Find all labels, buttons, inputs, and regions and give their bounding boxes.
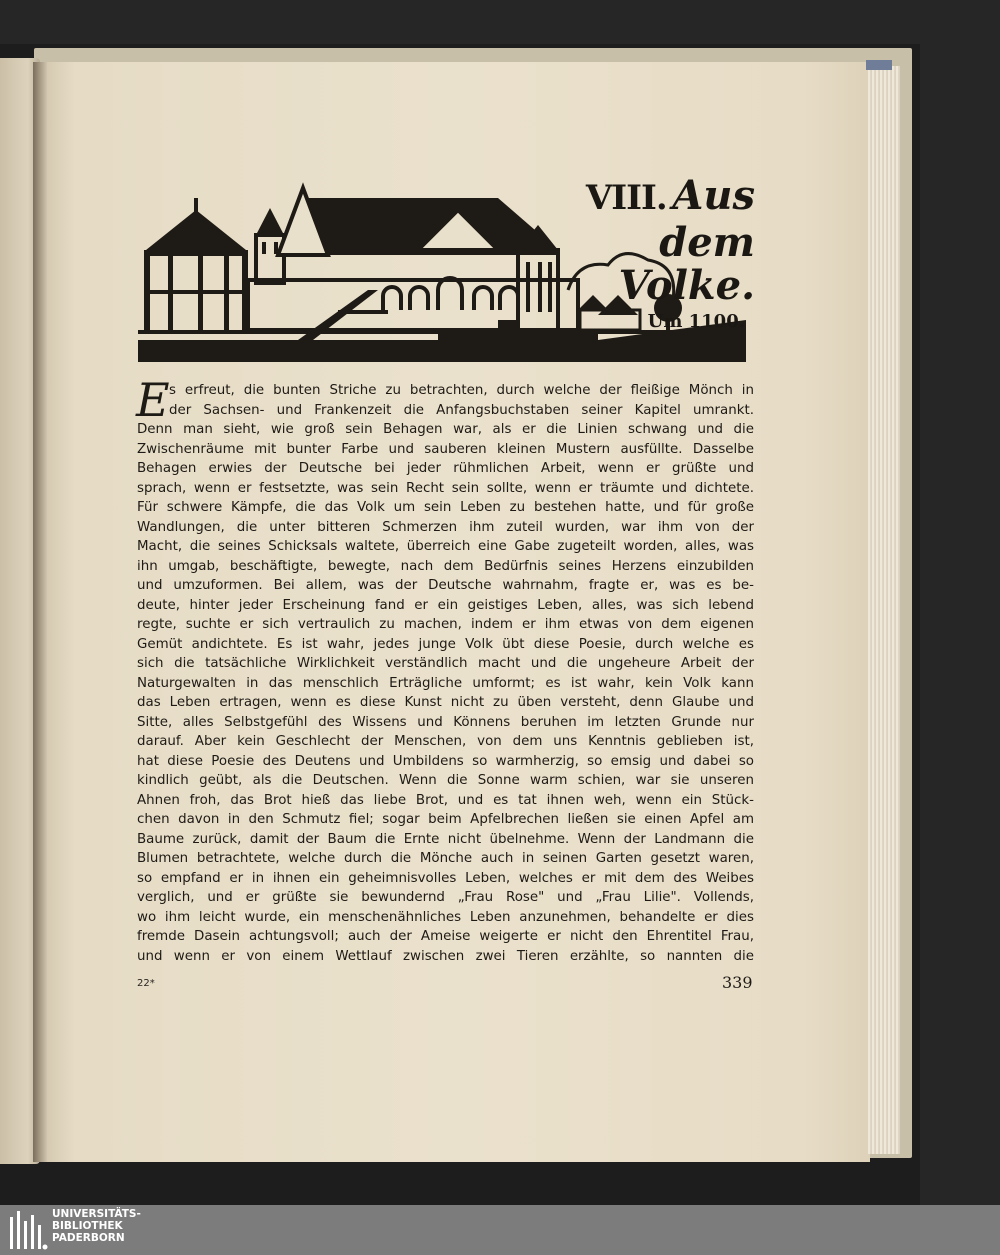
text-line: kindlich geübt, als die Deutschen. Wenn die Sonne warm schien, war sie unseren <box>137 773 754 788</box>
text-line: Zwischenräume mit bunter Farbe und sauberen kleinen Mustern ausfüllte. Dasselbe <box>137 441 754 457</box>
text-line: ihn umgab, beschäftigte, bewegte, nach dem Bedürfnis seines Herzens einzubilden <box>137 558 754 574</box>
text-line: s erfreut, die bunten Striche zu betrachten, durch welche der fleißige Mönch in <box>169 383 754 398</box>
text-line: Gemüt andichtete. Es ist wahr, jedes junge Volk übt diese Poesie, durch welche es <box>137 636 754 652</box>
library-name <box>52 1208 141 1244</box>
text-line: das Leben ertragen, wenn es diese Kunst nicht zu üben versteht, denn Glaube und <box>137 695 754 710</box>
text-line: Denn man sieht, wie groß sein Behagen war, als er die Linien schwang und die <box>137 422 754 437</box>
text-line: sprach, wenn er festsetzte, was sein Recht sein sollte, wenn er träumte und dichtete. <box>137 480 754 496</box>
text-line: Naturgewalten in das menschlich Erträgliche umformt; es ist wahr, kein Volk kann <box>137 675 754 691</box>
text-line: der Sachsen- und Frankenzeit die Anfangsbuchstaben seiner Kapitel umrankt. <box>169 402 754 418</box>
library-footer-bar <box>0 1205 1000 1255</box>
drop-cap: E <box>136 373 170 427</box>
text-line: Für schwere Kämpfe, die das Volk um sein Leben zu bestehen hatte, und für große <box>137 500 754 515</box>
body-text <box>137 381 754 966</box>
text-line: darauf. Aber kein Geschlecht der Menschen, von dem uns Kenntnis geblieben ist, <box>137 734 754 749</box>
library-name-line1: UNIVERSITÄTS- <box>52 1208 141 1220</box>
text-line: verglich, und er grüßte sie bewundernd „Frau Rose" und „Frau Lilie". Vollends, <box>137 890 754 905</box>
text-line: Macht, die seines Schicksals waltete, überreich eine Gabe zugeteilt worden, alles, was <box>137 539 754 554</box>
library-name-line2: BIBLIOTHEK <box>52 1220 123 1232</box>
bookmark-edge <box>866 60 892 70</box>
text-line: Sitte, alles Selbstgefühl des Wissens und Könnens beruhen im letzten Grunde nur <box>137 714 754 730</box>
text-line: und wenn er von einem Wettlauf zwischen zwei Tieren erzählte, so nannten die <box>137 948 754 964</box>
text-line: sich die tatsächliche Wirklichkeit verständlich macht und die ungeheure Arbeit der <box>137 656 754 671</box>
book-gutter <box>33 62 47 1162</box>
text-line: regte, suchte er sich vertraulich zu machen, indem er ihm etwas von dem eigenen <box>137 617 754 632</box>
text-line: hat diese Poesie des Deutens und Umbildens so warmherzig, so emsig und dabei so <box>137 753 754 769</box>
chapter-heading <box>555 172 755 332</box>
chapter-date: Um 1100. <box>647 311 745 332</box>
text-line: Behagen erwies der Deutsche bei jeder rühmlichen Arbeit, wenn er grüßte und <box>137 461 754 476</box>
page-number: 339 <box>722 973 753 992</box>
text-line: Blumen betrachtete, welche durch die Mönche auch in seinen Garten gesetzt waren, <box>137 851 754 866</box>
text-line: so empfand er in ihnen ein geheimnisvolles Leben, welches er mit dem des Weibes <box>137 870 754 886</box>
text-line: chen davon in den Schmutz fiel; sogar beim Apfelbrechen ließen sie einen Apfel am <box>137 812 754 827</box>
signature-mark: 22* <box>137 978 155 989</box>
text-line: deute, hinter jeder Erscheinung fand er ein geistiges Leben, alles, was sich lebend <box>137 597 754 613</box>
library-name-line3: PADERBORN <box>52 1232 125 1244</box>
text-line: Ahnen froh, das Brot hieß das liebe Brot, und es tat ihnen weh, wenn ein Stück- <box>137 792 754 808</box>
chapter-number: VIII. <box>585 178 667 218</box>
text-line: wo ihm leicht wurde, ein menschenähnliches Leben anzunehmen, behandelte er dies <box>137 909 754 925</box>
text-line: fremde Dasein achtungsvoll; auch der Ameise weigerte er nicht den Ehrentitel Frau, <box>137 929 754 944</box>
chapter-title-line2: Volke. <box>618 262 755 309</box>
text-line: Baume zurück, damit der Baum die Ernte nicht übelnehme. Wenn der Landmann die <box>137 831 754 847</box>
chapter-title-line1: Aus dem <box>659 172 755 266</box>
library-logo-icon <box>8 1207 48 1251</box>
page-edges <box>868 66 900 1154</box>
text-line: und umzuformen. Bei allem, was der Deutsche wahrnahm, fragte er, was es be- <box>137 578 754 593</box>
text-line: Wandlungen, die unter bitteren Schmerzen ihm zuteil wurden, war ihm von der <box>137 519 754 535</box>
